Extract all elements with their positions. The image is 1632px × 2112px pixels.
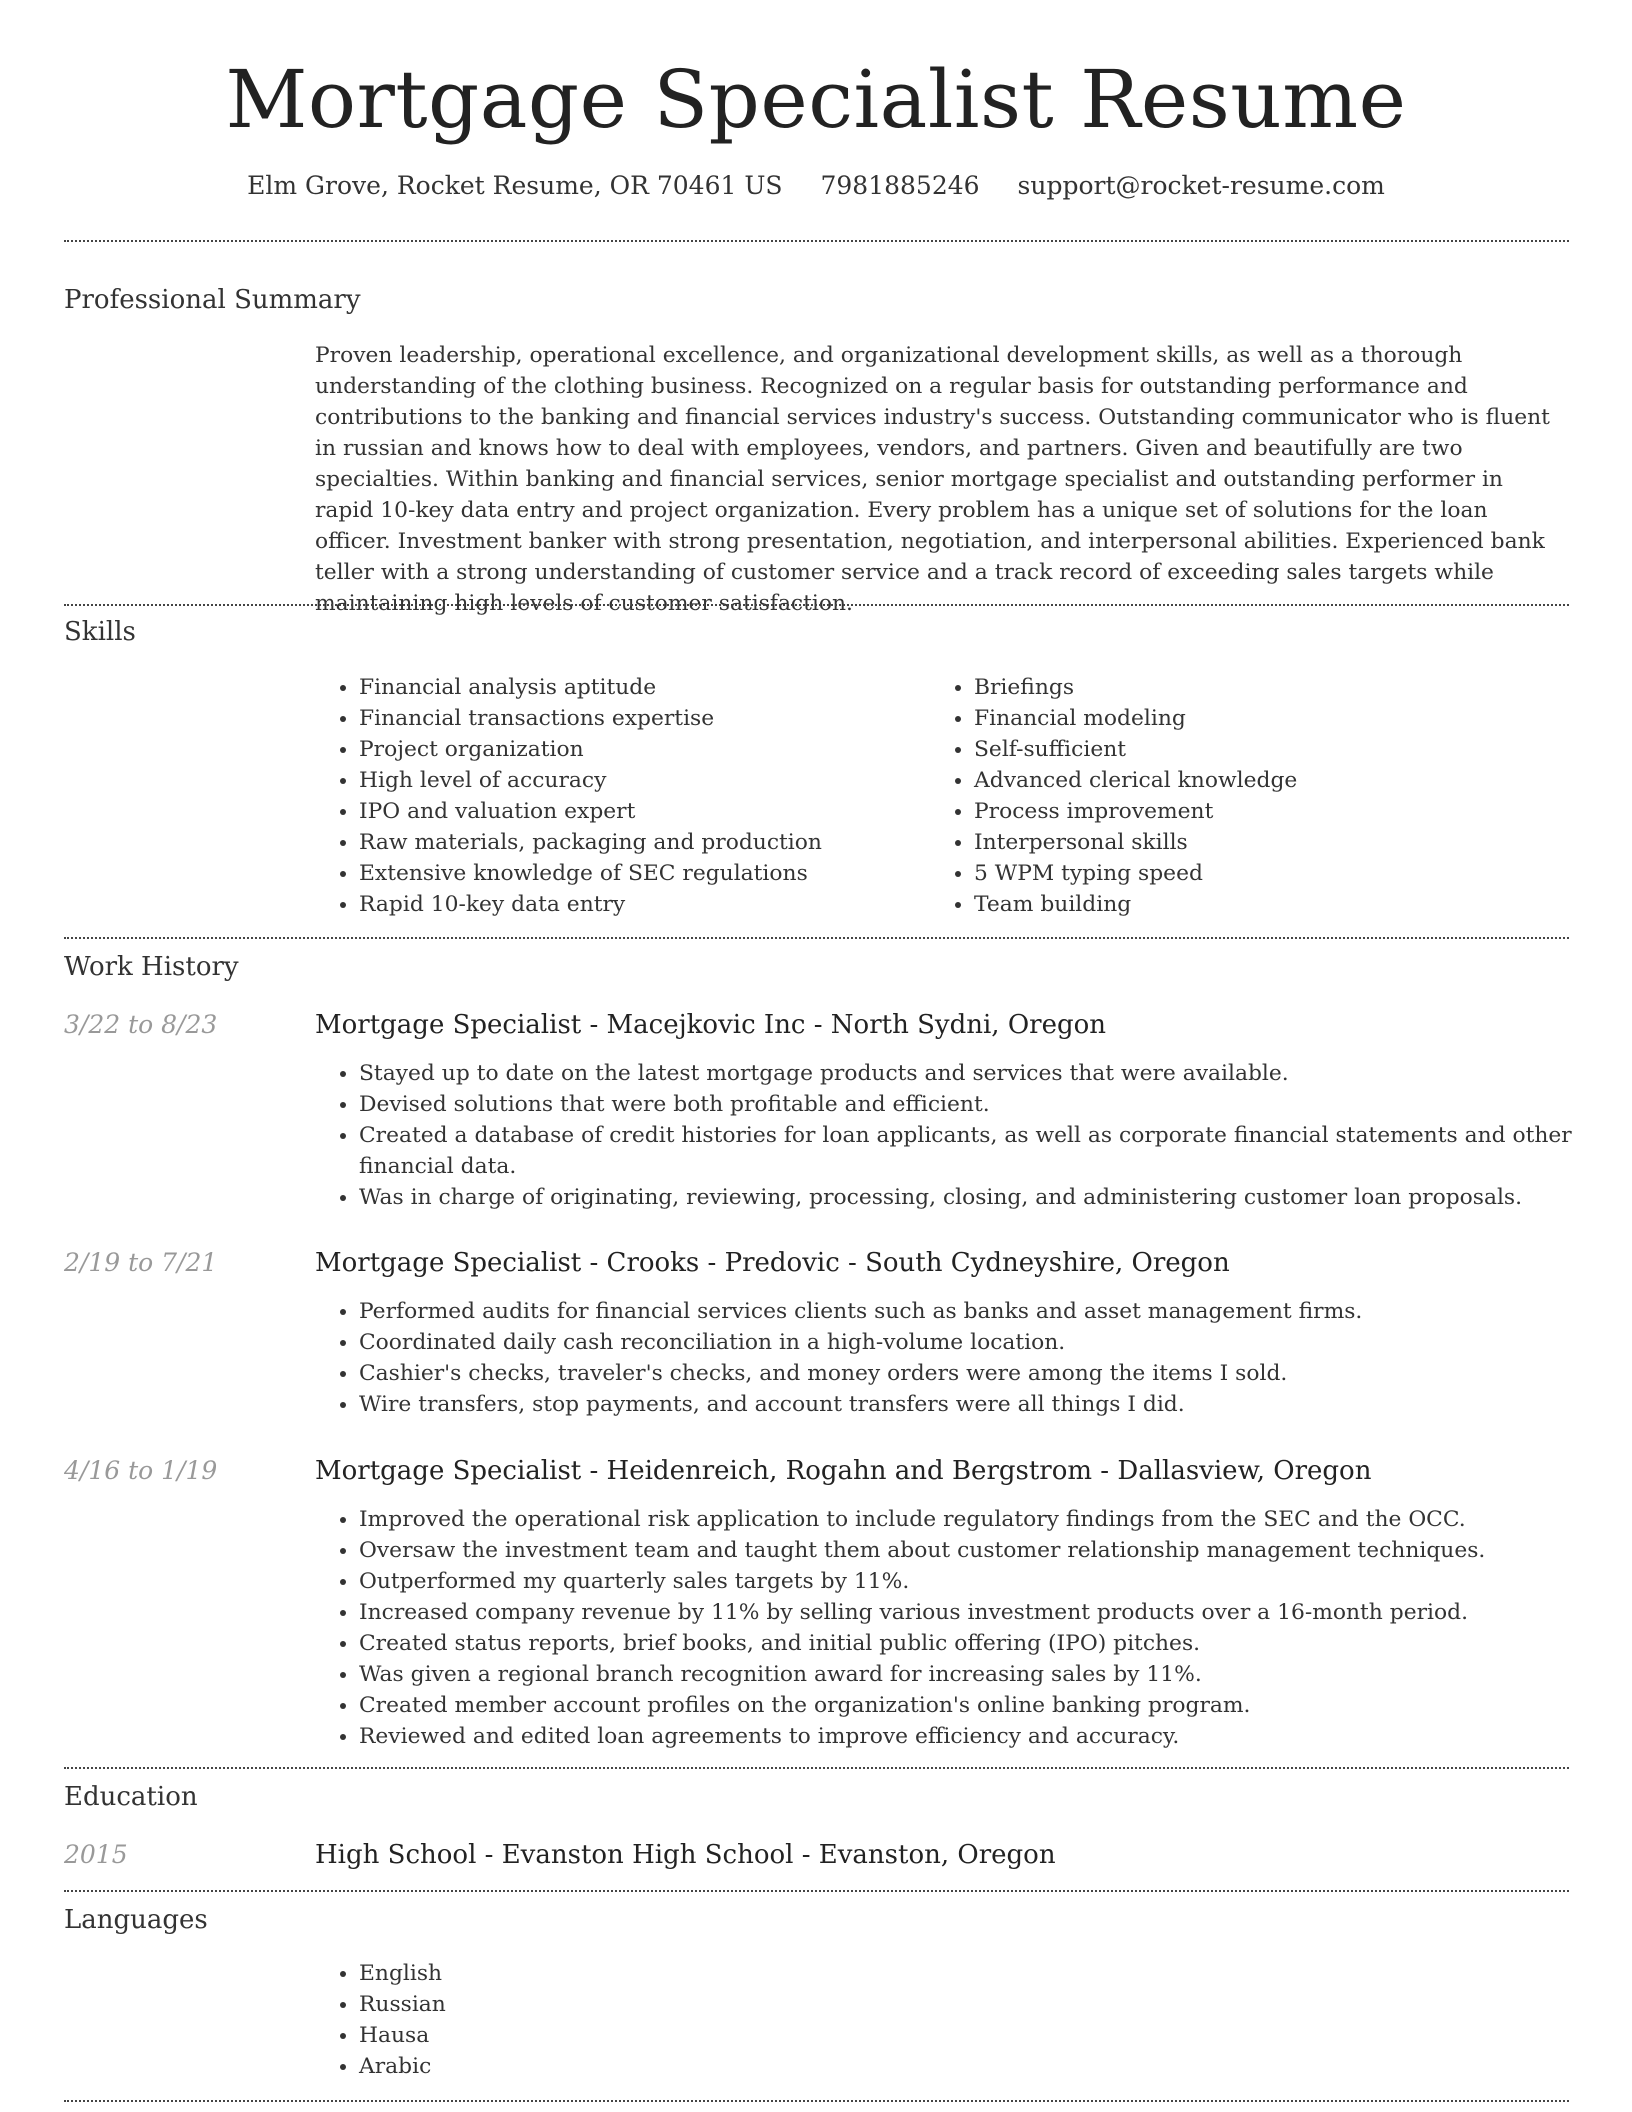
section-title-skills: Skills [64, 617, 136, 647]
divider [64, 604, 1569, 606]
skill-item: • Rapid 10-key data entry [359, 889, 929, 920]
list-item: • Wire transfers, stop payments, and account transfers were all things I did. [359, 1389, 1614, 1420]
list-item: • Stayed up to date on the latest mortgage products and services that were available. [359, 1058, 1614, 1089]
skill-item: • Financial modeling [974, 703, 1594, 734]
list-item: • Created a database of credit histories for loan applicants, as well as corporate financial statements and other financial data. [359, 1120, 1614, 1182]
skill-item: • Financial transactions expertise [359, 703, 929, 734]
skill-item: • Financial analysis aptitude [359, 672, 929, 703]
skills-list-right [930, 672, 1594, 920]
skill-item: • High level of accuracy [359, 765, 929, 796]
divider [64, 240, 1569, 242]
skill-item: • Team building [974, 889, 1594, 920]
skill-item: • IPO and valuation expert [359, 796, 929, 827]
skill-item: • Extensive knowledge of SEC regulations [359, 858, 929, 889]
summary-text: Proven leadership, operational excellence, and organizational development skills, as well as a thorough understanding of the clothing business. Recognized on a regular basis for outstanding performance and contributions to the banking and financial services industry's success. Outstanding communicator who is fluent in russian and knows how to deal with employees, vendors, and partners. Given and beautifully are two specialties. Within banking and financial services, senior mortgage specialist and outstanding performer in rapid 10-key data entry and project organization. Every problem has a unique set of solutions for the loan officer. Investment banker with strong presentation, negotiation, and interpersonal abilities. Experienced bank teller with a strong understanding of customer service and a track record of exceeding sales targets while maintaining high levels of customer satisfaction. [315, 343, 1550, 616]
divider [64, 1767, 1569, 1769]
address: Elm Grove, Rocket Resume, OR 70461 US [247, 171, 783, 200]
section-title-education: Education [64, 1782, 198, 1812]
divider [64, 937, 1569, 939]
page-title: Mortgage Specialist Resume [225, 53, 1407, 146]
list-item: • Increased company revenue by 11% by selling various investment products over a 16-month period. [359, 1597, 1614, 1628]
job-heading: Mortgage Specialist - Heidenreich, Rogahn and Bergstrom - Dallasview, Oregon [315, 1456, 1372, 1486]
job-dates: 2/19 to 7/21 [64, 1248, 218, 1277]
list-item: • Coordinated daily cash reconciliation in a high-volume location. [359, 1327, 1614, 1358]
list-item: • Outperformed my quarterly sales targets by 11%. [359, 1566, 1614, 1597]
divider [64, 2100, 1569, 2102]
skill-item: • Raw materials, packaging and production [359, 827, 929, 858]
skill-item: • Advanced clerical knowledge [974, 765, 1594, 796]
resume-header [0, 0, 1632, 204]
job-bullets [315, 1296, 1614, 1420]
language-item: • Arabic [359, 2051, 959, 2082]
contact-line [0, 168, 1632, 204]
skills-list-left [315, 672, 929, 920]
education-year: 2015 [64, 1840, 128, 1869]
job-heading: Mortgage Specialist - Macejkovic Inc - North Sydni, Oregon [315, 1010, 1107, 1040]
skill-item: • Briefings [974, 672, 1594, 703]
section-title-languages: Languages [64, 1905, 208, 1935]
language-item: • Russian [359, 1989, 959, 2020]
email-link[interactable]: support@rocket-resume.com [1017, 171, 1385, 200]
list-item: • Devised solutions that were both profitable and efficient. [359, 1089, 1614, 1120]
skill-item: • Project organization [359, 734, 929, 765]
phone: 7981885246 [820, 171, 980, 200]
list-item: • Created status reports, brief books, and initial public offering (IPO) pitches. [359, 1628, 1614, 1659]
skill-item: • Interpersonal skills [974, 827, 1594, 858]
list-item: • Cashier's checks, traveler's checks, and money orders were among the items I sold. [359, 1358, 1614, 1389]
list-item: • Oversaw the investment team and taught them about customer relationship management techniques. [359, 1535, 1614, 1566]
languages-list [315, 1958, 959, 2082]
language-item: • English [359, 1958, 959, 1989]
skill-item: • 5 WPM typing speed [974, 858, 1594, 889]
list-item: • Created member account profiles on the organization's online banking program. [359, 1690, 1614, 1721]
section-title-summary: Professional Summary [64, 285, 361, 315]
list-item: • Was in charge of originating, reviewing, processing, closing, and administering customer loan proposals. [359, 1182, 1614, 1213]
job-dates: 4/16 to 1/19 [64, 1456, 218, 1485]
job-bullets [315, 1504, 1614, 1752]
language-item: • Hausa [359, 2020, 959, 2051]
skill-item: • Self-sufficient [974, 734, 1594, 765]
section-title-work: Work History [64, 952, 239, 982]
job-heading: Mortgage Specialist - Crooks - Predovic - South Cydneyshire, Oregon [315, 1248, 1230, 1278]
list-item: • Performed audits for financial services clients such as banks and asset management firms. [359, 1296, 1614, 1327]
job-bullets [315, 1058, 1614, 1213]
list-item: • Was given a regional branch recognition award for increasing sales by 11%. [359, 1659, 1614, 1690]
job-dates: 3/22 to 8/23 [64, 1010, 218, 1039]
list-item: • Reviewed and edited loan agreements to improve efficiency and accuracy. [359, 1721, 1614, 1752]
divider [64, 1890, 1569, 1892]
education-heading: High School - Evanston High School - Evanston, Oregon [315, 1840, 1056, 1870]
list-item: • Improved the operational risk application to include regulatory findings from the SEC and the OCC. [359, 1504, 1614, 1535]
skill-item: • Process improvement [974, 796, 1594, 827]
